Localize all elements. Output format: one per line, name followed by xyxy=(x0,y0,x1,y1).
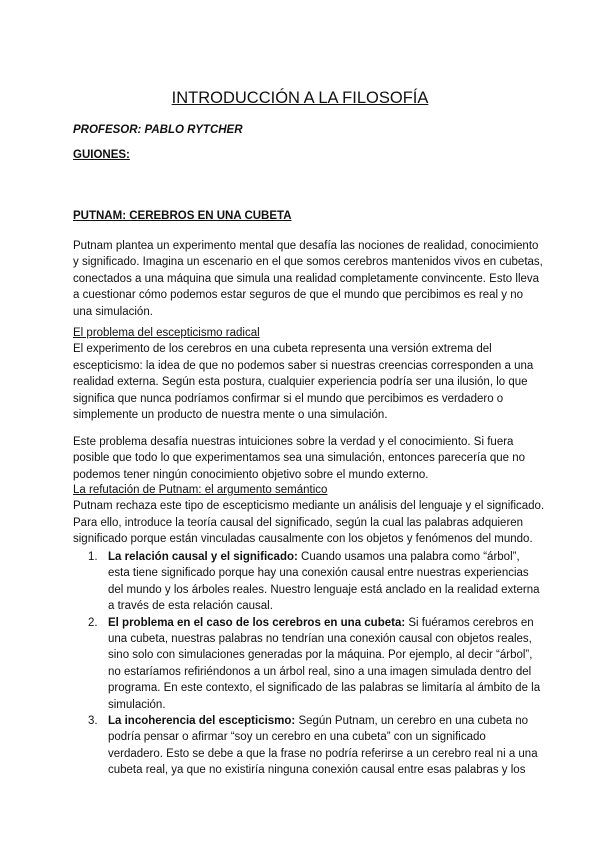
text-line: significado porque están vinculadas causalmente con los objetos y fenómenos del mundo. xyxy=(73,533,533,546)
list-item xyxy=(88,549,540,615)
text-line: una simulación. xyxy=(73,305,153,318)
text-line: El experimento de los cerebros en una cubeta representa una versión extrema del xyxy=(73,343,492,356)
text-line: Putnam rechaza este tipo de escepticismo mediante un análisis del lenguaje y el significado. xyxy=(73,500,545,513)
section-heading: PUTNAM: CEREBROS EN UNA CUBETA xyxy=(73,210,292,222)
text-line: y significado. Imagina un escenario en el que somos cerebros mantenidos vivos en cubetas, xyxy=(73,256,543,269)
list-number: 2. xyxy=(88,616,98,629)
refutation-section xyxy=(73,482,544,548)
text-line: podemos tener ningún conocimiento objetivo sobre el mundo externo. xyxy=(73,468,429,481)
text-line: conectados a una máquina que simula una realidad completamente convincente. Esto lleva xyxy=(73,272,540,285)
text-line: cubeta real, ya que no existiría ninguna conexión causal entre esas palabras y los xyxy=(108,764,526,777)
text-line: simulación. xyxy=(108,698,166,711)
list-item-title: La incoherencia del escepticismo: xyxy=(108,714,296,727)
problem-section xyxy=(73,325,533,423)
list-item xyxy=(88,713,540,779)
list-item-title: El problema en el caso de los cerebros en una cubeta: xyxy=(108,616,406,629)
list-item-text: Si fuéramos cerebros en xyxy=(405,616,534,629)
list-item-text: Cuando usamos una palabra como “árbol”, xyxy=(297,551,520,563)
numbered-list xyxy=(88,549,540,778)
subheading-skepticism: El problema del escepticismo radical xyxy=(73,327,260,339)
intro-paragraph xyxy=(73,238,543,320)
list-item-text: Según Putnam, un cerebro en una cubeta no xyxy=(295,714,528,727)
text-line: podría pensar o afirmar “soy un cerebro en una cubeta” con un significado xyxy=(108,731,486,744)
text-line: sino solo con simulaciones generadas por la máquina. Por ejemplo, al decir “árbol”, xyxy=(108,649,533,662)
text-line: realidad externa. Según esta postura, cualquier experiencia podría ser una ilusión, lo que xyxy=(73,376,528,389)
refutation-paragraph xyxy=(73,498,544,547)
text-line: Para ello, introduce la teoría causal del significado, según la cual las palabras adquieren xyxy=(73,516,524,529)
text-line: Este problema desafía nuestras intuiciones sobre la verdad y el conocimiento. Si fuera xyxy=(73,436,514,448)
text-line: simplemente un producto de nuestra mente o una simulación. xyxy=(73,408,388,421)
guiones-heading: GUIONES: xyxy=(73,149,130,161)
text-line: significa que nunca podríamos confirmar si el mundo que percibimos es verdadero o xyxy=(73,392,504,405)
text-line: a cuestionar cómo podemos estar seguros de que el mundo que percibimos es real y no xyxy=(73,289,524,302)
text-line: programa. En este contexto, el significado de las palabras se limitaría al ámbito de la xyxy=(108,682,541,695)
challenge-paragraph xyxy=(73,434,525,483)
text-line: no estaríamos refiriéndonos a un árbol real, sino a una imagen simulada dentro del xyxy=(108,665,532,678)
text-line: a través de esta relación causal. xyxy=(108,600,273,613)
list-item xyxy=(88,615,540,713)
subheading-refutation: La refutación de Putnam: el argumento semántico xyxy=(73,484,328,496)
document-title: INTRODUCCIÓN A LA FILOSOFÍA xyxy=(171,89,429,107)
text-line: Putnam plantea un experimento mental que desafía las nociones de realidad, conocimiento xyxy=(73,240,539,252)
list-number: 1. xyxy=(88,551,98,563)
list-item-title: La relación causal y el significado: xyxy=(108,551,298,563)
text-line: una cubeta, nuestras palabras no tendrían una conexión causal con objetos reales, xyxy=(108,632,532,645)
text-line: verdadero. Esto se debe a que la frase no podría referirse a un cerebro real ni a una xyxy=(108,747,538,760)
text-line: escepticismo: la idea de que no podemos saber si nuestras creencias corresponden a una xyxy=(73,359,534,372)
text-line: del mundo y los árboles reales. Nuestro lenguaje está anclado en la realidad externa xyxy=(108,583,540,596)
text-line: esta tiene significado porque hay una conexión causal entre nuestras experiencias xyxy=(108,567,529,580)
professor-line: PROFESOR: PABLO RYTCHER xyxy=(73,124,243,136)
text-line: posible que todo lo que experimentamos sea una simulación, entonces parecería que no xyxy=(73,452,525,465)
list-number: 3. xyxy=(88,714,98,727)
skepticism-paragraph xyxy=(73,341,533,423)
